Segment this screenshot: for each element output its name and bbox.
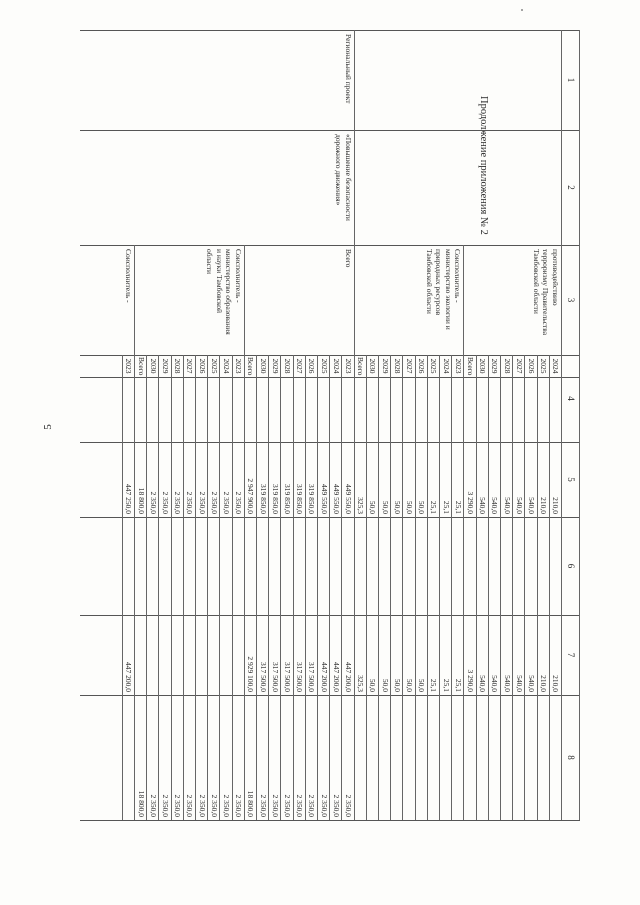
amount-col8-cell: 2 350,0: [222, 794, 231, 817]
year-cell: 2024: [551, 358, 561, 374]
column-header-2: 2: [566, 185, 576, 190]
amount-col8-cell: 2 350,0: [185, 794, 195, 817]
amount-col6-cell: 50,0: [405, 678, 414, 692]
year-cell: 2030: [258, 358, 268, 374]
year-cell: 2024: [331, 358, 341, 374]
amount-col4-cell: 2 350,0: [173, 491, 183, 514]
amount-col8-cell: 2 350,0: [161, 794, 170, 817]
total-label: Всего: [246, 357, 256, 376]
amount-col4-cell: 50,0: [368, 500, 378, 514]
amount-col6-cell: 25,1: [453, 678, 463, 692]
amount-col8-cell: 2 350,0: [197, 794, 207, 817]
executor-label: Тамбовской области: [532, 249, 541, 314]
executor-label: министерство экологии и: [443, 249, 453, 330]
year-cell: 2030: [478, 358, 488, 374]
year-cell: 2027: [405, 358, 414, 374]
amount-col8-cell: [392, 695, 403, 817]
amount-col4-cell: 25,1: [429, 500, 439, 514]
total-col4-cell: 2 947 900,0: [246, 478, 256, 514]
column-header-7: 7: [566, 652, 576, 658]
amount-col8-cell: 2 350,0: [283, 794, 292, 817]
year-cell: 2024: [441, 358, 451, 374]
amount-col8-cell: 2 350,0: [270, 794, 280, 817]
amount-col8-cell: [502, 695, 513, 817]
total-col4-cell: 18 800,0: [136, 487, 146, 514]
amount-col8-cell: [514, 695, 525, 817]
amount-col6-cell: [209, 615, 220, 692]
amount-col6-cell: 50,0: [368, 678, 378, 692]
column-line: [80, 130, 580, 131]
amount-col4-cell: 540,0: [502, 497, 512, 514]
project-type-label: Региональный проект: [343, 34, 353, 104]
amount-col4-cell: 50,0: [417, 500, 427, 514]
amount-col8-cell: 2 350,0: [319, 794, 329, 817]
amount-col4-cell: 540,0: [490, 497, 500, 514]
amount-col8-cell: [489, 695, 500, 817]
amount-col4-cell: 319 850,0: [307, 484, 317, 514]
amount-col4-cell: 319 850,0: [258, 484, 268, 514]
amount-col8-cell: [404, 695, 415, 817]
amount-col4-cell: 319 850,0: [270, 484, 280, 514]
year-cell: 2029: [270, 358, 280, 374]
amount-col6-cell: 540,0: [514, 675, 524, 692]
amount-col6-cell: [233, 615, 244, 692]
year-cell: 2027: [185, 358, 195, 374]
amount-col4-cell: 50,0: [392, 500, 402, 514]
executor-label: Соисполнитель -: [233, 249, 243, 303]
total-col6-cell: 3 290,0: [466, 669, 475, 692]
executor-label: терроризму Правительства: [541, 249, 551, 336]
amount-col8-cell: [123, 695, 134, 817]
amount-col6-cell: 540,0: [490, 675, 500, 692]
year-cell: 2025: [319, 358, 329, 374]
amount-col6-cell: 50,0: [417, 678, 427, 692]
amount-col4-cell: 540,0: [527, 497, 536, 514]
year-cell: 2028: [173, 358, 183, 374]
amount-col8-cell: [428, 695, 439, 817]
total-col8-cell: 18 800,0: [136, 790, 146, 817]
page-number: 5: [42, 424, 54, 430]
amount-col4-cell: 540,0: [514, 497, 524, 514]
amount-col4-cell: 50,0: [380, 500, 390, 514]
amount-col6-cell: 210,0: [539, 675, 549, 692]
amount-col4-cell: 25,1: [453, 500, 463, 514]
amount-col6-cell: 50,0: [392, 678, 402, 692]
amount-col8-cell: 2 350,0: [344, 794, 353, 817]
column-header-3: 3: [566, 297, 576, 303]
year-cell: 2030: [368, 358, 378, 374]
year-cell: 2023: [124, 358, 134, 374]
amount-col6-cell: [221, 615, 232, 692]
total-col6-cell: 2 929 100,0: [246, 656, 256, 692]
year-cell: 2028: [283, 358, 292, 374]
amount-col8-cell: [367, 695, 378, 817]
year-cell: 2026: [197, 358, 207, 374]
executor-label: Соисполнитель -: [124, 249, 133, 303]
amount-col6-cell: [160, 615, 171, 692]
amount-col4-cell: 2 350,0: [222, 491, 231, 514]
amount-col4-cell: 2 350,0: [148, 491, 158, 514]
column-line: [80, 30, 580, 31]
amount-col4-cell: 540,0: [478, 497, 488, 514]
amount-col8-cell: 2 350,0: [295, 794, 305, 817]
amount-col6-cell: 317 500,0: [258, 662, 268, 692]
amount-col6-cell: 540,0: [478, 675, 488, 692]
year-cell: 2027: [514, 358, 524, 374]
amount-col6-cell: 540,0: [527, 675, 536, 692]
amount-col8-cell: [416, 695, 427, 817]
amount-col4-cell: 210,0: [539, 497, 549, 514]
executor-label: природных ресурсов: [434, 249, 444, 316]
amount-col4-cell: 210,0: [551, 497, 561, 514]
amount-col8-cell: [380, 695, 391, 817]
year-cell: 2030: [148, 358, 158, 374]
amount-col4-cell: 50,0: [405, 500, 414, 514]
executor-label: Соисполнитель -: [453, 249, 463, 303]
column-line: [80, 820, 580, 821]
amount-col4-cell: 2 350,0: [209, 491, 219, 514]
amount-col4-cell: 447 250,0: [124, 484, 134, 514]
amount-col6-cell: 317 500,0: [270, 662, 280, 692]
year-cell: 2029: [380, 358, 390, 374]
amount-col8-cell: [526, 695, 537, 817]
continuation-title: Продолжение приложения № 2: [478, 96, 489, 235]
amount-col4-cell: 25,1: [441, 500, 451, 514]
amount-col6-cell: 317 500,0: [307, 662, 317, 692]
year-cell: 2023: [453, 358, 463, 374]
executor-label: области: [205, 249, 215, 275]
year-cell: 2029: [161, 358, 170, 374]
total-col8-cell: 18 800,0: [246, 790, 256, 817]
amount-col6-cell: 447 200,0: [344, 662, 353, 692]
amount-col8-cell: [453, 695, 464, 817]
amount-col4-cell: 449 550,0: [344, 484, 353, 514]
year-cell: 2026: [527, 358, 536, 374]
amount-col8-cell: 2 350,0: [148, 794, 158, 817]
amount-col4-cell: 449 550,0: [319, 484, 329, 514]
amount-col6-cell: 317 500,0: [283, 662, 292, 692]
column-header-8: 8: [566, 755, 576, 760]
executor-label: министерство образования: [224, 249, 234, 335]
executor-label: Тамбовской области: [424, 249, 434, 314]
amount-col6-cell: 447 200,0: [331, 662, 341, 692]
amount-col8-cell: 2 350,0: [331, 794, 341, 817]
year-cell: 2029: [490, 358, 500, 374]
amount-col6-cell: [197, 615, 208, 692]
executor-label: Всего: [343, 249, 353, 268]
total-label: Всего: [136, 357, 146, 376]
amount-col6-cell: 447 200,0: [124, 662, 134, 692]
amount-col8-cell: 2 350,0: [307, 794, 317, 817]
amount-col6-cell: 50,0: [380, 678, 390, 692]
header-top-line: [579, 30, 580, 820]
row-line: [122, 355, 123, 820]
amount-col4-cell: 319 850,0: [283, 484, 292, 514]
total-label: Всего: [356, 357, 366, 376]
amount-col8-cell: [550, 695, 561, 817]
column-line: [80, 245, 580, 246]
year-cell: 2025: [539, 358, 549, 374]
total-col4-cell: 3 290,0: [466, 491, 475, 514]
column-header-4: 4: [566, 396, 576, 401]
year-cell: 2023: [234, 358, 244, 374]
column-header-6: 6: [566, 563, 576, 569]
amount-col4-cell: 2 350,0: [161, 491, 170, 514]
year-cell: 2028: [502, 358, 512, 374]
amount-col4-cell: 2 350,0: [197, 491, 207, 514]
amount-col6-cell: [184, 615, 195, 692]
amount-col8-cell: 2 350,0: [234, 794, 244, 817]
amount-col8-cell: [477, 695, 488, 817]
amount-col6-cell: 25,1: [429, 678, 439, 692]
year-cell: 2025: [209, 358, 219, 374]
total-col4-cell: 325,3: [356, 497, 366, 514]
amount-col6-cell: 447 200,0: [319, 662, 329, 692]
year-cell: 2023: [344, 358, 353, 374]
amount-col4-cell: 319 850,0: [295, 484, 305, 514]
year-cell: 2028: [392, 358, 402, 374]
year-cell: 2027: [295, 358, 305, 374]
amount-col8-cell: 2 350,0: [173, 794, 183, 817]
total-col8-cell: [465, 695, 476, 817]
amount-col8-cell: 2 350,0: [258, 794, 268, 817]
amount-col6-cell: 317 500,0: [295, 662, 305, 692]
year-cell: 2026: [417, 358, 427, 374]
executor-label: противодействию: [551, 249, 560, 306]
year-cell: 2026: [307, 358, 317, 374]
amount-col4-cell: 449 550,0: [331, 484, 341, 514]
amount-col6-cell: 540,0: [502, 675, 512, 692]
total-col6-cell: [136, 615, 147, 692]
total-col8-cell: [355, 695, 366, 817]
amount-col8-cell: [538, 695, 549, 817]
appendix-table: [80, 30, 580, 820]
total-col6-cell: 325,3: [356, 675, 366, 692]
amount-col6-cell: [172, 615, 183, 692]
amount-col8-cell: [441, 695, 452, 817]
amount-col6-cell: [148, 615, 159, 692]
project-name-label: «Повышение безопасности: [343, 134, 353, 221]
column-header-5: 5: [566, 477, 576, 482]
year-cell: 2025: [429, 358, 439, 374]
scan-speck: [521, 9, 523, 11]
executor-label: и науки Тамбовской: [214, 249, 224, 314]
project-name-label: дорожного движения»: [334, 134, 344, 206]
column-header-1: 1: [566, 77, 576, 83]
year-cell: 2024: [222, 358, 231, 374]
amount-col4-cell: 2 350,0: [185, 491, 195, 514]
amount-col8-cell: 2 350,0: [209, 794, 219, 817]
amount-col4-cell: 2 350,0: [234, 491, 244, 514]
amount-col6-cell: 25,1: [441, 678, 451, 692]
amount-col6-cell: 210,0: [551, 675, 561, 692]
total-label: Всего: [466, 357, 475, 376]
